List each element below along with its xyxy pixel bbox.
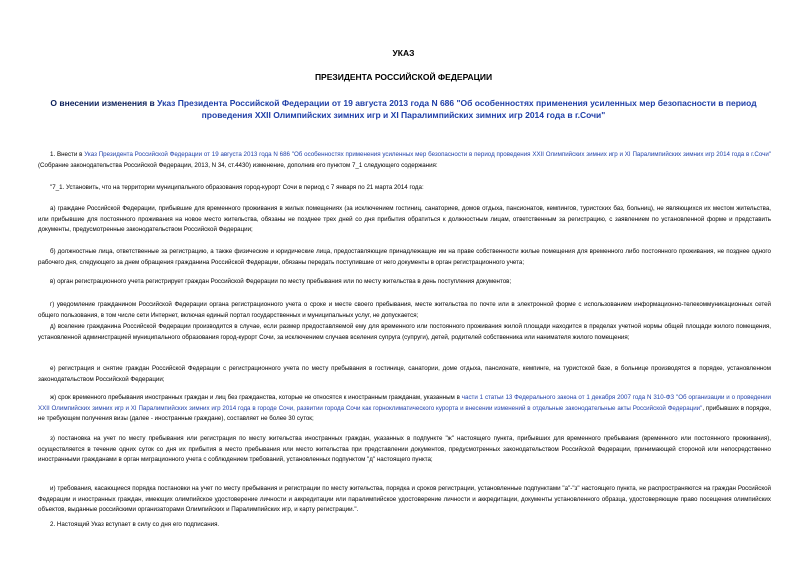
heading-prefix: О внесении изменения в: [50, 98, 158, 108]
heading-link[interactable]: Указ Президента Российской Федерации от 19 августа 2013 года N 686 "Об особенностях применения усиленных мер безопасности в период проведения XXII Олимпийских зимних игр и XI Паралимпийских зимних игр 2014 года в г.Сочи": [157, 98, 757, 120]
subparagraph-a: а) граждане Российской Федерации, прибывшие для временного проживания в жилых помещениях (за исключением гостиниц, санаториев, домов отдыха, пансионатов, кемпингов, туристских баз, больниц), не являющихся их местом жительства, или прибывшие для постоянного проживания на новое место жительства, обязаны не позднее трех дней со дня прибытия обратиться к должностным лицам, ответственным за регистрацию, с заявлением по установленной форме и представить документы, предусмотренные законодательством Российской Федерации;: [38, 205, 771, 233]
subparagraph-zh-link[interactable]: части 1 статьи 13 Федерального закона от 1 декабря 2007 года N 310-ФЗ "Об организации и о проведении XXII Олимпийских зимних игр и XI Паралимпийских зимних игр 2014 года в городе Сочи, развитии города Сочи как горноклиматического курорта и внесении изменений в отдельные законодательные акты Российской Федерации": [38, 394, 772, 412]
paragraph-1-suffix: (Собрание законодательства Российской Федерации, 2013, N 34, ст.4430) изменение, дополнив его пунктом 7_1 следующего содержания:: [38, 161, 438, 169]
paragraph-1-link[interactable]: Указ Президента Российской Федерации от 19 августа 2013 года N 686 "Об особенностях применения усиленных мер безопасности в период проведения XXII Олимпийских зимних игр и XI Паралимпийских зимних игр 2014 года в г.Сочи": [84, 151, 771, 158]
subparagraph-d: д) вселение гражданина Российской Федерации производится в случае, если размер предоставляемой ему для временного или постоянного проживания жилой площади находится в пределах учетной нормы общей площади жилого помещения, установленной администрацией муниципального образования город-курорт Сочи, за исключением случаев вселения супруга (супруги), детей, родителей собственника или нанимателя жилого помещения;: [38, 323, 771, 341]
paragraph-7-1: "7_1. Установить, что на территории муниципального образования город-курорт Сочи в период с 7 января по 21 марта 2014 года:: [50, 184, 424, 191]
subparagraph-zh: [38, 393, 771, 425]
document-heading: [30, 97, 777, 121]
document-title: УКАЗ: [392, 48, 415, 58]
subparagraph-g: г) уведомление гражданином Российской Федерации органа регистрационного учета о сроке и месте своего пребывания, месте жительства по почте или в электронной форме с использованием информационно-телекоммуникационных сетей общего пользования, в том числе сети Интернет, включая единый портал государственных и муниципальных услуг, не допускается;: [38, 301, 771, 319]
subparagraph-i: и) требования, касающиеся порядка постановки на учет по месту пребывания и регистрации по месту жительства, порядка и сроков регистрации, установленные подпунктами "а"-"з" настоящего пункта, не распространяются на граждан Российской Федерации и иностранных граждан, имеющих олимпийское удостоверение личности и аккредитации или паралимпийское удостоверение личности и аккредитации, документы установленного образца, удостоверяющие право посещения олимпийских объектов, выданные российскими организаторами Олимпийских и Паралимпийских игр, и карту регистрации.".: [38, 485, 771, 513]
subparagraph-v: в) орган регистрационного учета регистрирует граждан Российской Федерации по месту пребывания или по месту жительства в день поступления документов;: [50, 278, 512, 285]
subparagraph-zh-suffix: , прибывших в порядке, не требующем получения визы (далее - иностранные граждане), составляет не более 30 суток;: [38, 404, 772, 422]
paragraph-2: 2. Настоящий Указ вступает в силу со дня его подписания.: [50, 521, 220, 528]
paragraph-1: [38, 150, 771, 171]
subparagraph-zh-prefix: ж) срок временного пребывания иностранных граждан и лиц без гражданства, которые не относятся к иностранным гражданам, указанным в: [50, 394, 462, 401]
subparagraph-b: б) должностные лица, ответственные за регистрацию, а также физические и юридические лица, предоставляющие принадлежащие им на праве собственности жилые помещения для временного либо постоянного проживания, не позднее одного рабочего дня, следующего за днем обращения гражданина Российской Федерации, обязаны передать поступившие от него документы в орган регистрационного учета;: [38, 248, 771, 266]
document-subtitle: ПРЕЗИДЕНТА РОССИЙСКОЙ ФЕДЕРАЦИИ: [314, 72, 493, 82]
subparagraph-e: е) регистрация и снятие граждан Российской Федерации с регистрационного учета по месту пребывания в гостинице, санатории, доме отдыха, пансионате, кемпинге, на туристской базе, в больнице производятся в порядке, установленном законодательством Российской Федерации;: [38, 365, 771, 383]
paragraph-1-prefix: 1. Внести в: [50, 151, 85, 158]
subparagraph-z: з) постановка на учет по месту пребывания или регистрация по месту жительства иностранных граждан, указанных в подпункте "ж" настоящего пункта, прибывших для временного пребывания (временного или постоянного проживания), осуществляется в течение одних суток со дня их прибытия в место пребывания или место жительства при представлении документов, предусмотренных законодательством Российской Федерации, принимающей стороной или непосредственно иностранными гражданами в орган миграционного учета с соблюдением требований, установленных подпунктом "д" настоящего пункта;: [38, 435, 771, 463]
